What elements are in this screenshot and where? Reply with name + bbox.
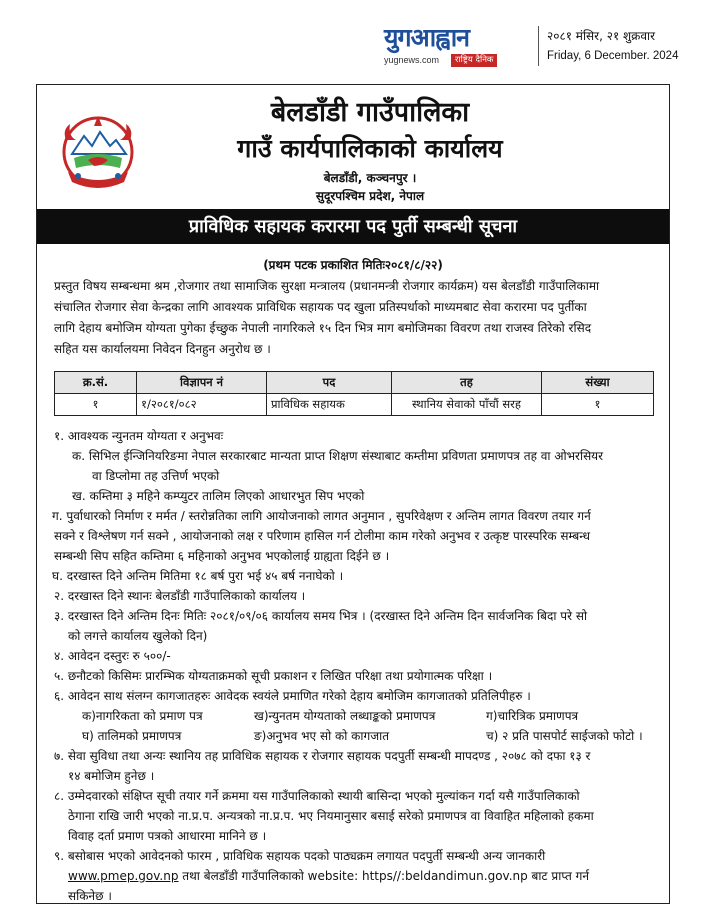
newspaper-brand	[384, 24, 534, 66]
pmep-website-link[interactable]: www.pmep.gov.np	[68, 869, 179, 883]
req-1: १. आवश्यक न्युनतम योग्यता र अनुभवः	[54, 429, 224, 443]
publication-date: (प्रथम पटक प्रकाशित मितिः२०८१/८/२२)	[263, 258, 443, 272]
intro-line: लागि देहाय बमोजिम योग्यता पुगेका ईच्छुक नेपाली नागरिकले १५ दिन भित्र माग बमोजिमका विवरण तथा राजस्व तिरेको रसिद	[54, 321, 592, 335]
date-english: Friday, 6 December. 2024	[547, 50, 679, 62]
col-ad-number: विज्ञापन नं	[137, 372, 267, 394]
cell-post: प्राविधिक सहायक	[267, 394, 392, 416]
date-nepali: २०८१ मंसिर, २१ शुक्रवार	[547, 29, 656, 43]
intro-line: सहित यस कार्यालयमा निवेदन दिनहुन अनुरोध छ ।	[54, 342, 271, 356]
vacancy-table	[54, 371, 654, 416]
req-1-ga: ग. पुर्वाधारको निर्माण र मर्मत / स्तरोन्नतिका लागि आयोजनाको लागत अनुमान , सुपरिवेक्षण र अन्तिम लागत विवरण तयार गर्न	[52, 509, 591, 523]
cell-serial: १	[55, 394, 137, 416]
masthead-divider	[538, 26, 539, 66]
req-8-cont2: विवाह दर्ता प्रमाण पत्रको आधारमा मानिने छ ।	[68, 829, 267, 843]
req-1-ga-cont2: सम्बन्धी सिप सहित कम्तिमा ६ महिनाको अनुभव भएकोलाई ग्राह्यता दिईने छ ।	[54, 549, 390, 563]
doc-item: ङ)अनुभव भए सो को कागजात	[254, 729, 390, 743]
req-9-cont2: सकिनेछ ।	[68, 889, 112, 903]
req-9: ९. बसोबास भएको आवेदनको फारम , प्राविधिक सहायक पदको पाठ्यक्रम लगायत पदपुर्ती सम्बन्धी अन्य जानकारी	[54, 849, 546, 863]
req-7: ७. सेवा सुविधा तथा अन्यः स्थानिय तह प्राविधिक सहायक र रोजगार सहायक पदपुर्ती सम्बन्धी मापदण्ड , २०७८ को दफा १३ र	[54, 749, 591, 763]
req-6: ६. आवेदन साथ संलग्न कागजातहरुः आवेदक स्वयंले प्रमाणित गरेको देहाय बमोजिम कागजातको प्रतिलिपीहरु ।	[54, 689, 531, 703]
req-3-cont: को लगत्ते कार्यालय खुलेको दिन)	[68, 629, 208, 643]
office-title: गाउँ कार्यपालिकाको कार्यालय	[237, 134, 503, 163]
table-header-row	[55, 372, 654, 394]
intro-line: प्रस्तुत विषय सम्बन्धमा श्रम ,रोजगार तथा सामाजिक सुरक्षा मन्त्रालय (प्रधानमन्त्री रोजगार कार्यक्रम) यस बेलडाँडी गाउँपालिकामा	[54, 279, 600, 293]
req-8-cont: ठेगाना राखि जारी भएको ना.प्र.प. अन्यत्रको ना.प्र.प. भए नियमानुसार बसाई सरेको प्रमाणपत्र वा विवाहित महिलाको हकमा	[68, 809, 594, 823]
col-level: तह	[392, 372, 542, 394]
cell-ad-number: १/२०८१/०८२	[137, 394, 267, 416]
notice-intro	[54, 276, 654, 360]
req-4: ४. आवेदन दस्तुरः रु ५००/-	[54, 649, 171, 663]
brand-url: yugnews.com	[384, 55, 440, 65]
req-1-ka-cont: वा डिप्लोमा तह उत्तिर्ण भएको	[92, 469, 220, 483]
req-2: २. दरखास्त दिने स्थानः बेलडाँडी गाउँपालिकाको कार्यालय ।	[54, 589, 306, 603]
newspaper-masthead	[0, 0, 702, 78]
req-1-ka: क. सिभिल ईन्जिनियरिङमा नेपाल सरकारबाट मान्यता प्राप्त शिक्षण संस्थाबाट कम्तीमा प्रविणता प्रमाणपत्र तह वा ओभरसियर	[72, 449, 604, 463]
req-8: ८. उम्मेदवारको संक्षिप्त सूची तयार गर्ने क्रममा यस गाउँपालिकाको स्थायी बासिन्दा भएको मुल्यांकन गर्दा यसै गाउँपालिकाको	[54, 789, 580, 803]
office-name: बेलडाँडी गाउँपालिका	[270, 97, 470, 128]
brand-tagline: राष्ट्रिय दैनिक	[451, 54, 497, 67]
req-9-cont	[68, 866, 589, 886]
req-1-ga-cont: सक्ने र विश्लेषण गर्न सक्ने , आयोजनाको लक्ष र परिणाम हासिल गर्न टोलीमा काम गरेको अनुभव र उत्कृष्ट पारस्परिक सम्बन्ध	[54, 529, 590, 543]
notice-heading: प्राविधिक सहायक करारमा पद पुर्ती सम्बन्धी सूचना	[37, 209, 669, 244]
req-3: ३. दरखास्त दिने अन्तिम दिनः मितिः २०८१/०९/०६ कार्यालय समय भित्र । (दरखास्त दिने अन्तिम दिन सार्वजनिक बिदा परे सो	[54, 609, 588, 623]
doc-item: ग)चारित्रिक प्रमाणपत्र	[486, 709, 579, 723]
col-serial: क्र.सं.	[55, 372, 137, 394]
nepal-emblem-icon	[54, 110, 142, 192]
req-5: ५. छनौटको किसिमः प्रारम्भिक योग्यताक्रमको सूची प्रकाशन र लिखित परिक्षा तथा प्रयोगात्मक परिक्षा ।	[54, 669, 493, 683]
doc-item: च) २ प्रति पासपोर्ट साईजको फोटो ।	[486, 729, 643, 743]
brand-name: युगआह्वान	[384, 23, 470, 52]
website-text: तथा बेलडाँडी गाउँपालिकाको website: https//:beldandimun.gov.np बाट प्राप्त गर्न	[182, 869, 590, 883]
table-row	[55, 394, 654, 416]
col-count: संख्या	[542, 372, 654, 394]
cell-level: स्थानिय सेवाको पाँचौं सरह	[392, 394, 542, 416]
doc-item: क)नागरिकता को प्रमाण पत्र	[82, 709, 203, 723]
office-province: सुदूरपश्चिम प्रदेश, नेपाल	[315, 189, 425, 203]
doc-item: घ) तालिमको प्रमाणपत्र	[82, 729, 182, 743]
office-address: बेलडाँडी, कञ्चनपुर ।	[323, 171, 417, 185]
req-1-kha: ख. कम्तिमा ३ महिने कम्प्युटर तालिम लिएको आधारभुत सिप भएको	[72, 489, 365, 503]
req-7-cont: १४ बमोजिम हुनेछ ।	[68, 769, 155, 783]
req-1-gha: घ. दरखास्त दिने अन्तिम मितिमा १८ बर्ष पुरा भई ४५ बर्ष ननाघेको ।	[52, 569, 344, 583]
col-post: पद	[267, 372, 392, 394]
doc-item: ख)न्युनतम योग्यताको लब्धाङ्कको प्रमाणपत्र	[254, 709, 436, 723]
intro-line: संचालित रोजगार सेवा केन्द्रका लागि आवश्यक प्राविधिक सहायक पद खुला प्रतिस्पर्धाको माध्यमबाट सेवा करारमा पद पुर्तीका	[54, 300, 587, 314]
cell-count: १	[542, 394, 654, 416]
